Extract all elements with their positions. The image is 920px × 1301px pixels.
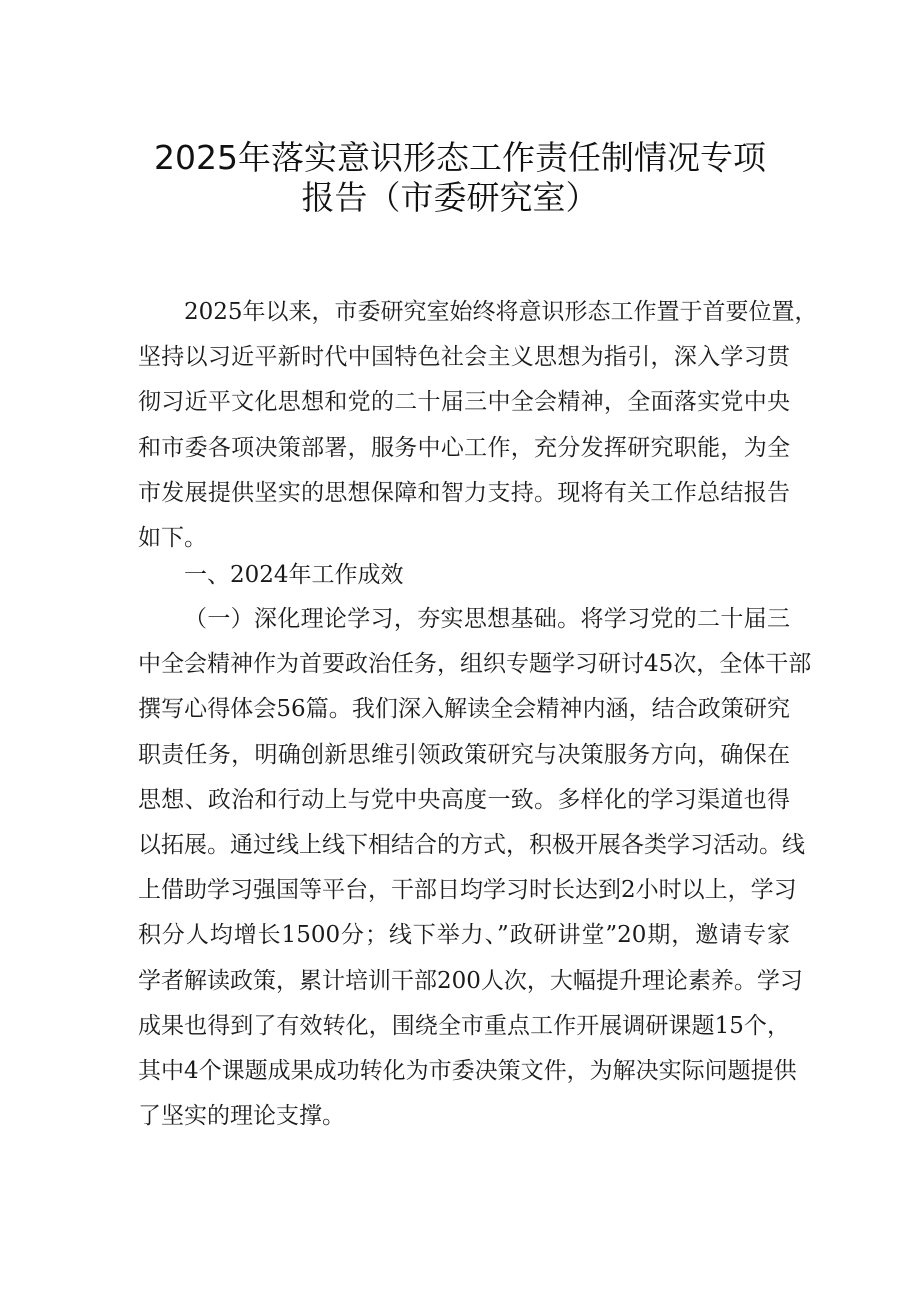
subsection-line: 撰写心得体会56篇。我们深入解读全会精神内涵，结合政策研究	[138, 696, 790, 723]
intro-line: 如下。	[138, 525, 207, 552]
intro-paragraph	[138, 290, 818, 561]
subsection-line: 学者解读政策，累计培训干部200人次，大幅提升理论素养。学习	[138, 967, 803, 994]
intro-line: 市发展提供坚实的思想保障和智力支持。现将有关工作总结报告	[138, 479, 790, 506]
subsection-line: 其中4个课题成果成功转化为市委决策文件，为解决实际问题提供	[138, 1058, 797, 1085]
section-heading-text: 一、2024年工作成效	[184, 562, 404, 588]
document-title-line-2: 报告（市委研究室）	[301, 178, 599, 217]
subsection-line: 了坚实的理论支撑。	[138, 1103, 345, 1130]
subsection-line: 思想、政治和行动上与党中央高度一致。多样化的学习渠道也得	[138, 786, 790, 813]
subsection-line: 积分人均增长1500分；线下举力、”政研讲堂”20期，邀请专家	[138, 922, 790, 949]
intro-line: 坚持以习近平新时代中国特色社会主义思想为指引，深入学习贯	[138, 344, 790, 371]
subsection-line: 中全会精神作为首要政治任务，组织专题学习研讨45次，全体干部	[138, 651, 812, 678]
intro-line: 彻习近平文化思想和党的二十届三中全会精神，全面落实党中央	[138, 389, 790, 416]
section-heading	[138, 553, 790, 598]
document-title-line-1: 2025年落实意识形态工作责任制情况专项	[154, 138, 766, 177]
subsection-line: （一）深化理论学习，夯实思想基础。将学习党的二十届三	[184, 606, 790, 632]
subsection-line: 以拓展。通过线上线下相结合的方式，积极开展各类学习活动。线	[138, 832, 805, 859]
subsection-paragraph	[138, 597, 812, 1139]
subsection-line: 上借助学习强国等平台，干部日均学习时长达到2小时以上，学习	[138, 877, 797, 904]
subsection-line: 成果也得到了有效转化，围绕全市重点工作开展调研课题15个，	[138, 1012, 790, 1039]
subsection-line: 职责任务，明确创新思维引领政策研究与决策服务方向，确保在	[138, 741, 790, 768]
intro-line: 2025年以来，市委研究室始终将意识形态工作置于首要位置，	[184, 299, 818, 325]
intro-line: 和市委各项决策部署，服务中心工作，充分发挥研究职能，为全	[138, 434, 790, 461]
